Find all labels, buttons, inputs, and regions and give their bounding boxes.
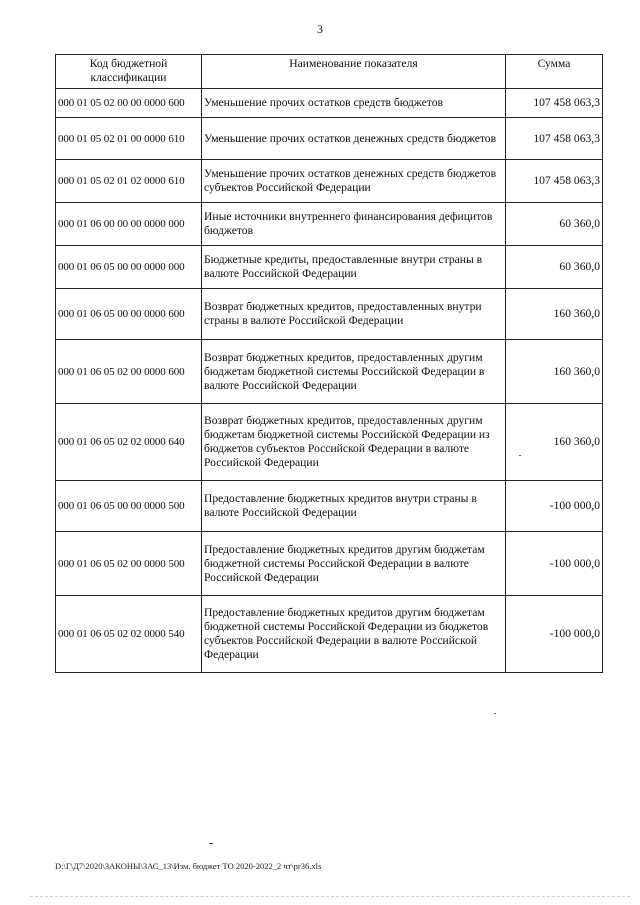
row-name: Иные источники внутреннего финансирования дефицитов бюджетов [202, 203, 506, 246]
row-sum: -100 000,0 [506, 596, 603, 673]
table-row [56, 596, 603, 673]
row-sum: 107 458 063,3 [506, 89, 603, 118]
row-name: Возврат бюджетных кредитов, предоставленных другим бюджетам бюджетной системы Российской Федерации в валюте Российской Федерации [202, 340, 506, 404]
table-row [56, 404, 603, 481]
row-name: Предоставление бюджетных кредитов другим бюджетам бюджетной системы Российской Федерации из бюджетов субъектов Российской Федерации в валюте Российской Федерации [202, 596, 506, 673]
row-sum: 60 360,0 [506, 246, 603, 289]
table-row [56, 203, 603, 246]
row-name: Возврат бюджетных кредитов, предоставленных внутри страны в валюте Российской Федерации [202, 289, 506, 340]
table-row [56, 340, 603, 404]
table-row [56, 481, 603, 532]
row-name: Предоставление бюджетных кредитов внутри страны в валюте Российской Федерации [202, 481, 506, 532]
row-code: 000 01 06 05 00 00 0000 600 [56, 289, 202, 340]
row-name: Уменьшение прочих остатков денежных средств бюджетов [202, 118, 506, 160]
row-code: 000 01 05 02 01 02 0000 610 [56, 160, 202, 203]
row-name: Уменьшение прочих остатков средств бюджетов [202, 89, 506, 118]
row-name: Бюджетные кредиты, предоставленные внутри страны в валюте Российской Федерации [202, 246, 506, 289]
table-header-row [56, 55, 603, 89]
row-name: Уменьшение прочих остатков денежных средств бюджетов субъектов Российской Федерации [202, 160, 506, 203]
row-name: Предоставление бюджетных кредитов другим бюджетам бюджетной системы Российской Федерации в валюте Российской Федерации [202, 532, 506, 596]
scan-edge-line [30, 896, 630, 897]
budget-sources-table [55, 54, 603, 673]
file-path-footer: D:\Г\Д7\2020\ЗАКОНЫ\ЗАС_13\Изм. бюджет ТО 2020-2022_2 чт\pr36.xls [55, 861, 322, 871]
table-row [56, 118, 603, 160]
scan-speck [519, 455, 521, 456]
header-code: Код бюджетной классификации [56, 55, 202, 89]
table-row [56, 289, 603, 340]
row-sum: 107 458 063,3 [506, 118, 603, 160]
table-row [56, 532, 603, 596]
table-row [56, 160, 603, 203]
row-sum: -100 000,0 [506, 481, 603, 532]
row-code: 000 01 05 02 01 00 0000 610 [56, 118, 202, 160]
header-sum: Сумма [506, 55, 603, 89]
table-row [56, 246, 603, 289]
table-row [56, 89, 603, 118]
row-sum: 107 458 063,3 [506, 160, 603, 203]
scan-speck [209, 843, 213, 844]
scan-speck [494, 713, 496, 714]
row-code: 000 01 06 05 02 00 0000 500 [56, 532, 202, 596]
row-code: 000 01 06 05 02 00 0000 600 [56, 340, 202, 404]
row-name: Возврат бюджетных кредитов, предоставленных другим бюджетам бюджетной системы Российской Федерации из бюджетов субъектов Российской Федерации в валюте Российской Федерации [202, 404, 506, 481]
row-sum: 160 360,0 [506, 289, 603, 340]
row-sum: 60 360,0 [506, 203, 603, 246]
row-code: 000 01 06 05 00 00 0000 000 [56, 246, 202, 289]
row-code: 000 01 06 05 00 00 0000 500 [56, 481, 202, 532]
header-name: Наименование показателя [202, 55, 506, 89]
row-sum: 160 360,0 [506, 404, 603, 481]
row-code: 000 01 06 00 00 00 0000 000 [56, 203, 202, 246]
row-code: 000 01 06 05 02 02 0000 540 [56, 596, 202, 673]
row-code: 000 01 05 02 00 00 0000 600 [56, 89, 202, 118]
row-sum: 160 360,0 [506, 340, 603, 404]
row-sum: -100 000,0 [506, 532, 603, 596]
page-number: 3 [317, 22, 323, 36]
row-code: 000 01 06 05 02 02 0000 640 [56, 404, 202, 481]
